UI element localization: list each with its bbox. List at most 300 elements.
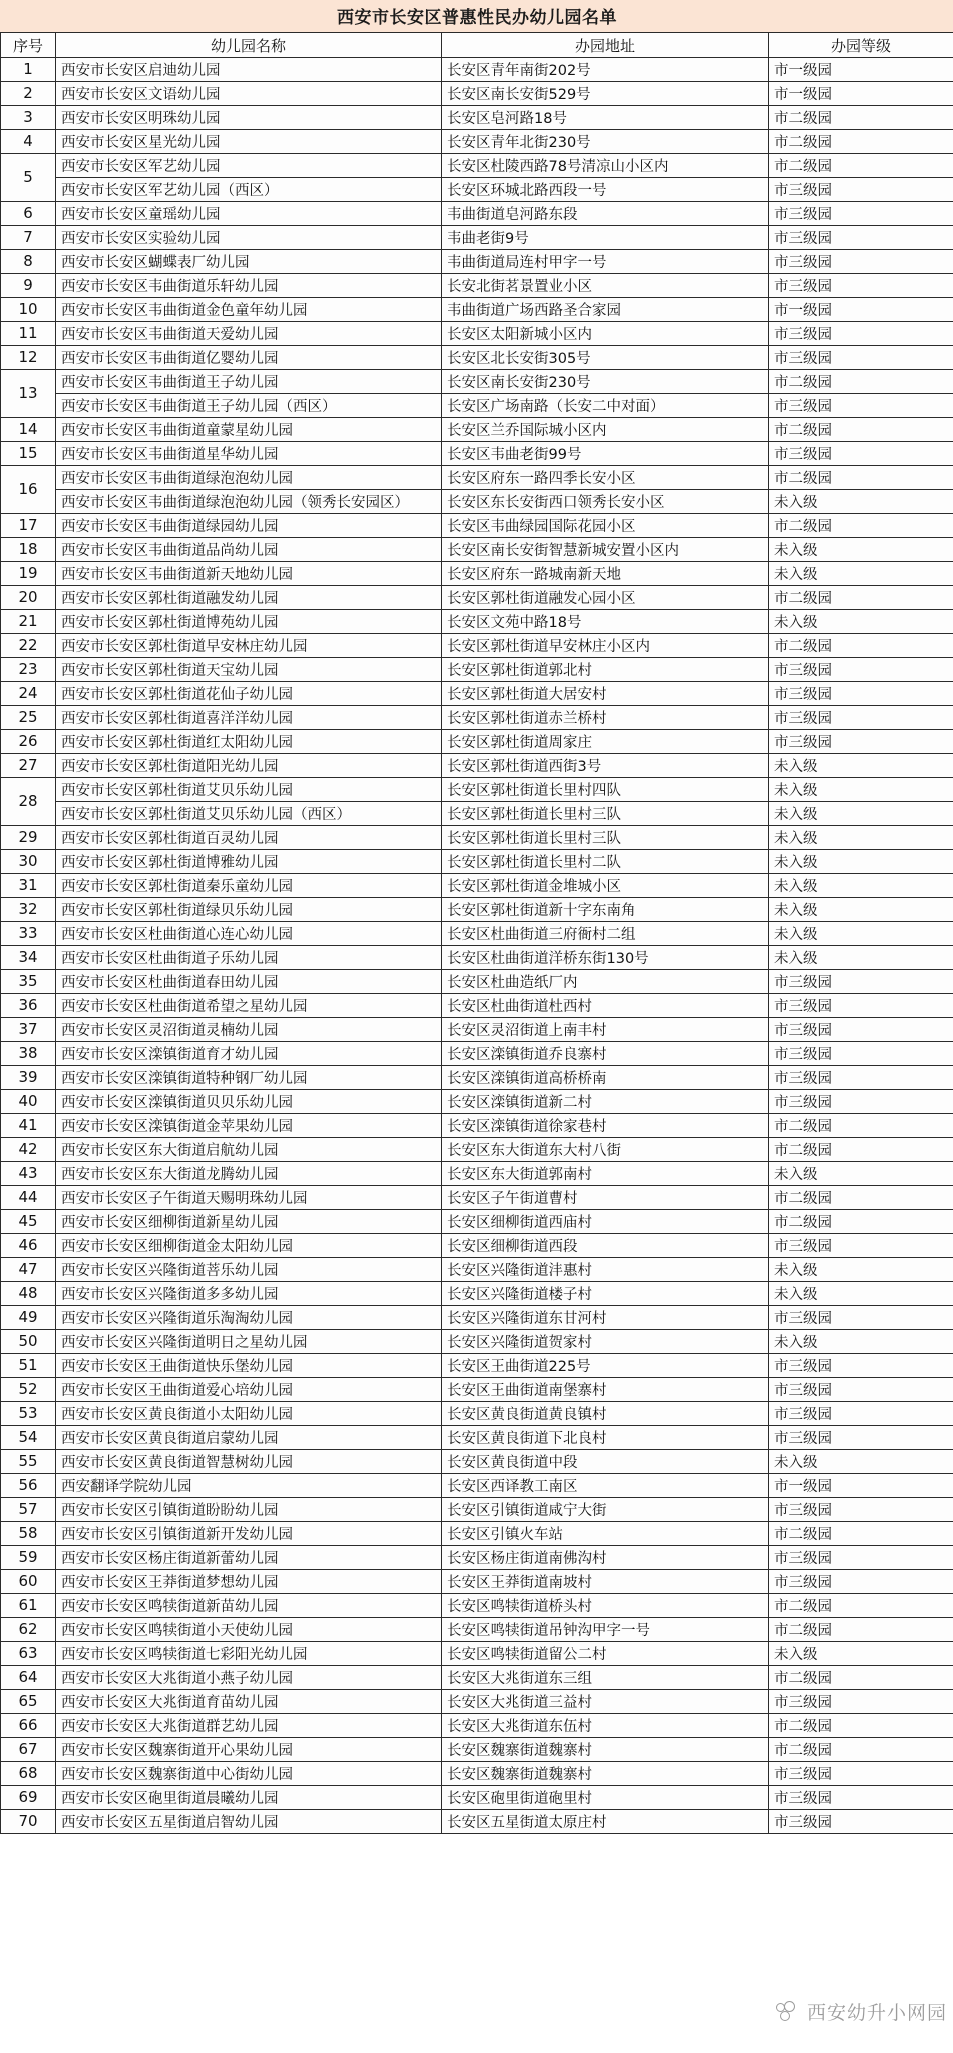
table-row — [1, 202, 953, 226]
table-row — [1, 1738, 953, 1762]
table-row — [1, 226, 953, 250]
table-row — [1, 1186, 953, 1210]
table-row — [1, 274, 953, 298]
table-row — [1, 346, 953, 370]
cell-address: 长安区大兆街道东伍村 — [442, 1714, 769, 1738]
cell-level: 市三级园 — [769, 1306, 953, 1330]
cell-level: 未入级 — [769, 802, 953, 826]
cell-kindergarten-name: 西安市长安区魏寨街道中心街幼儿园 — [56, 1762, 442, 1786]
cell-address: 韦曲街道广场西路圣合家园 — [442, 298, 769, 322]
cell-index: 21 — [1, 610, 56, 634]
cell-level: 市三级园 — [769, 1426, 953, 1450]
table-row — [1, 58, 953, 82]
cell-index: 30 — [1, 850, 56, 874]
cell-level: 市二级园 — [769, 1738, 953, 1762]
table-row — [1, 610, 953, 634]
table-row — [1, 178, 953, 202]
cell-kindergarten-name: 西安市长安区郭杜街道艾贝乐幼儿园 — [56, 778, 442, 802]
table-row — [1, 850, 953, 874]
cell-index: 8 — [1, 250, 56, 274]
cell-index: 66 — [1, 1714, 56, 1738]
cell-level: 市三级园 — [769, 994, 953, 1018]
cell-level: 市三级园 — [769, 442, 953, 466]
cell-address: 长安区杜曲造纸厂内 — [442, 970, 769, 994]
cell-index: 65 — [1, 1690, 56, 1714]
column-header-index: 序号 — [1, 33, 56, 58]
cell-kindergarten-name: 西安市长安区黄良街道小太阳幼儿园 — [56, 1402, 442, 1426]
cell-index: 9 — [1, 274, 56, 298]
cell-level: 市二级园 — [769, 154, 953, 178]
cell-level: 市二级园 — [769, 1114, 953, 1138]
column-header-level: 办园等级 — [769, 33, 953, 58]
cell-index: 54 — [1, 1426, 56, 1450]
cell-level: 未入级 — [769, 778, 953, 802]
cell-address: 韦曲街道局连村甲字一号 — [442, 250, 769, 274]
cell-kindergarten-name: 西安市长安区韦曲街道绿园幼儿园 — [56, 514, 442, 538]
cell-level: 市三级园 — [769, 394, 953, 418]
cell-level: 未入级 — [769, 826, 953, 850]
cell-address: 长安区郭杜街道西街3号 — [442, 754, 769, 778]
table-row — [1, 538, 953, 562]
cell-index: 26 — [1, 730, 56, 754]
cell-kindergarten-name: 西安市长安区引镇街道盼盼幼儿园 — [56, 1498, 442, 1522]
cell-level: 市二级园 — [769, 1522, 953, 1546]
cell-level: 市二级园 — [769, 1186, 953, 1210]
cell-level: 市三级园 — [769, 1066, 953, 1090]
table-row — [1, 514, 953, 538]
cell-address: 长安区杨庄街道南佛沟村 — [442, 1546, 769, 1570]
table-row — [1, 1306, 953, 1330]
cell-address: 长安区郭杜街道长里村三队 — [442, 826, 769, 850]
table-row — [1, 1282, 953, 1306]
cell-address: 长安区郭杜街道长里村二队 — [442, 850, 769, 874]
cell-kindergarten-name: 西安市长安区大兆街道群艺幼儿园 — [56, 1714, 442, 1738]
cell-kindergarten-name: 西安市长安区王曲街道快乐堡幼儿园 — [56, 1354, 442, 1378]
table-row — [1, 1426, 953, 1450]
cell-level: 市二级园 — [769, 418, 953, 442]
cell-address: 长安区大兆街道三益村 — [442, 1690, 769, 1714]
cell-kindergarten-name: 西安市长安区大兆街道小燕子幼儿园 — [56, 1666, 442, 1690]
table-head — [1, 1, 953, 58]
cell-level: 市一级园 — [769, 58, 953, 82]
cell-level: 市三级园 — [769, 1570, 953, 1594]
cell-index: 69 — [1, 1786, 56, 1810]
table-row — [1, 802, 953, 826]
table-row — [1, 1474, 953, 1498]
cell-level: 市一级园 — [769, 82, 953, 106]
table-row — [1, 1690, 953, 1714]
cell-address: 长安区府东一路四季长安小区 — [442, 466, 769, 490]
cell-address: 长安区韦曲老街99号 — [442, 442, 769, 466]
table-row — [1, 1354, 953, 1378]
cell-address: 长安区郭杜街道周家庄 — [442, 730, 769, 754]
cell-index: 42 — [1, 1138, 56, 1162]
cell-level: 未入级 — [769, 1450, 953, 1474]
cell-kindergarten-name: 西安市长安区郭杜街道艾贝乐幼儿园（西区） — [56, 802, 442, 826]
cell-index: 55 — [1, 1450, 56, 1474]
cell-level: 未入级 — [769, 1162, 953, 1186]
table-row — [1, 1162, 953, 1186]
cell-address: 长安区东长安街西口领秀长安小区 — [442, 490, 769, 514]
cell-kindergarten-name: 西安市长安区郭杜街道百灵幼儿园 — [56, 826, 442, 850]
cell-kindergarten-name: 西安市长安区韦曲街道童蒙星幼儿园 — [56, 418, 442, 442]
cell-index: 16 — [1, 466, 56, 514]
table-row — [1, 1810, 953, 1834]
cell-address: 长安区韦曲绿园国际花园小区 — [442, 514, 769, 538]
table-row — [1, 682, 953, 706]
cell-level: 未入级 — [769, 874, 953, 898]
cell-index: 34 — [1, 946, 56, 970]
cell-kindergarten-name: 西安市长安区实验幼儿园 — [56, 226, 442, 250]
cell-index: 53 — [1, 1402, 56, 1426]
table-row — [1, 1714, 953, 1738]
cell-level: 市三级园 — [769, 346, 953, 370]
cell-index: 33 — [1, 922, 56, 946]
cell-index: 41 — [1, 1114, 56, 1138]
cell-index: 47 — [1, 1258, 56, 1282]
cell-level: 市三级园 — [769, 730, 953, 754]
table-row — [1, 130, 953, 154]
cell-index: 44 — [1, 1186, 56, 1210]
page-title: 西安市长安区普惠性民办幼儿园名单 — [1, 1, 953, 33]
cell-level: 市二级园 — [769, 1594, 953, 1618]
table-row — [1, 1114, 953, 1138]
table-row — [1, 106, 953, 130]
cell-index: 14 — [1, 418, 56, 442]
cell-address: 长安区环城北路西段一号 — [442, 178, 769, 202]
cell-kindergarten-name: 西安市长安区文语幼儿园 — [56, 82, 442, 106]
cell-index: 17 — [1, 514, 56, 538]
cell-address: 韦曲老街9号 — [442, 226, 769, 250]
cell-kindergarten-name: 西安市长安区郭杜街道喜洋洋幼儿园 — [56, 706, 442, 730]
cell-level: 市二级园 — [769, 466, 953, 490]
table-row — [1, 778, 953, 802]
table-row — [1, 466, 953, 490]
table-body — [1, 58, 953, 1834]
cell-index: 6 — [1, 202, 56, 226]
cell-address: 长安区王曲街道225号 — [442, 1354, 769, 1378]
cell-level: 未入级 — [769, 1642, 953, 1666]
cell-level: 市三级园 — [769, 1234, 953, 1258]
table-row — [1, 994, 953, 1018]
cell-address: 长安区郭杜街道赤兰桥村 — [442, 706, 769, 730]
cell-index: 15 — [1, 442, 56, 466]
table-row — [1, 1090, 953, 1114]
table-row — [1, 562, 953, 586]
table-row — [1, 490, 953, 514]
table-row — [1, 874, 953, 898]
table-row — [1, 82, 953, 106]
table-row — [1, 1066, 953, 1090]
cell-index: 51 — [1, 1354, 56, 1378]
cell-kindergarten-name: 西安翻译学院幼儿园 — [56, 1474, 442, 1498]
cell-index: 27 — [1, 754, 56, 778]
cell-kindergarten-name: 西安市长安区郭杜街道博苑幼儿园 — [56, 610, 442, 634]
cell-index: 48 — [1, 1282, 56, 1306]
cell-level: 市三级园 — [769, 1810, 953, 1834]
cell-index: 40 — [1, 1090, 56, 1114]
cell-kindergarten-name: 西安市长安区鸣犊街道新苗幼儿园 — [56, 1594, 442, 1618]
table-row — [1, 706, 953, 730]
cell-address: 长安区兴隆街道沣惠村 — [442, 1258, 769, 1282]
cell-kindergarten-name: 西安市长安区韦曲街道天爱幼儿园 — [56, 322, 442, 346]
table-row — [1, 586, 953, 610]
cell-kindergarten-name: 西安市长安区黄良街道智慧树幼儿园 — [56, 1450, 442, 1474]
cell-level: 市三级园 — [769, 1402, 953, 1426]
cell-level: 市三级园 — [769, 970, 953, 994]
cell-kindergarten-name: 西安市长安区细柳街道新星幼儿园 — [56, 1210, 442, 1234]
cell-address: 长安区郭杜街道郭北村 — [442, 658, 769, 682]
cell-address: 长安区广场南路（长安二中对面） — [442, 394, 769, 418]
cell-index: 52 — [1, 1378, 56, 1402]
header-row — [1, 33, 953, 58]
cell-kindergarten-name: 西安市长安区启迪幼儿园 — [56, 58, 442, 82]
cell-index: 7 — [1, 226, 56, 250]
cell-kindergarten-name: 西安市长安区滦镇街道贝贝乐幼儿园 — [56, 1090, 442, 1114]
cell-kindergarten-name: 西安市长安区滦镇街道特种钢厂幼儿园 — [56, 1066, 442, 1090]
column-header-address: 办园地址 — [442, 33, 769, 58]
column-header-name: 幼儿园名称 — [56, 33, 442, 58]
cell-level: 市三级园 — [769, 1354, 953, 1378]
cell-kindergarten-name: 西安市长安区杜曲街道子乐幼儿园 — [56, 946, 442, 970]
cell-index: 2 — [1, 82, 56, 106]
watermark-text: 西安幼升小网园 — [806, 2002, 947, 2024]
cell-index: 56 — [1, 1474, 56, 1498]
cell-index: 18 — [1, 538, 56, 562]
cell-index: 60 — [1, 1570, 56, 1594]
cell-index: 68 — [1, 1762, 56, 1786]
cell-level: 市二级园 — [769, 370, 953, 394]
cell-index: 49 — [1, 1306, 56, 1330]
table-row — [1, 754, 953, 778]
cell-index: 29 — [1, 826, 56, 850]
cell-level: 市三级园 — [769, 322, 953, 346]
cell-address: 长安区文苑中路18号 — [442, 610, 769, 634]
cell-address: 长安区王曲街道南堡寨村 — [442, 1378, 769, 1402]
cell-level: 市三级园 — [769, 1498, 953, 1522]
cell-level: 未入级 — [769, 922, 953, 946]
cell-kindergarten-name: 西安市长安区杜曲街道希望之星幼儿园 — [56, 994, 442, 1018]
table-row — [1, 370, 953, 394]
cell-kindergarten-name: 西安市长安区鸣犊街道小天使幼儿园 — [56, 1618, 442, 1642]
cell-index: 45 — [1, 1210, 56, 1234]
cell-address: 长安区兴隆街道贺家村 — [442, 1330, 769, 1354]
cell-kindergarten-name: 西安市长安区韦曲街道品尚幼儿园 — [56, 538, 442, 562]
table-row — [1, 442, 953, 466]
table-row — [1, 1450, 953, 1474]
cell-level: 未入级 — [769, 490, 953, 514]
cell-index: 23 — [1, 658, 56, 682]
cell-index: 50 — [1, 1330, 56, 1354]
table-row — [1, 1522, 953, 1546]
cell-index: 70 — [1, 1810, 56, 1834]
table-row — [1, 394, 953, 418]
cell-level: 市三级园 — [769, 178, 953, 202]
cell-address: 长安区东大街道东大村八街 — [442, 1138, 769, 1162]
cell-index: 39 — [1, 1066, 56, 1090]
cell-kindergarten-name: 西安市长安区东大街道龙腾幼儿园 — [56, 1162, 442, 1186]
table-row — [1, 1642, 953, 1666]
cell-address: 长安区魏寨街道魏寨村 — [442, 1738, 769, 1762]
cell-level: 市二级园 — [769, 1618, 953, 1642]
cell-index: 1 — [1, 58, 56, 82]
cell-level: 市三级园 — [769, 250, 953, 274]
cell-address: 韦曲街道皂河路东段 — [442, 202, 769, 226]
table-row — [1, 1570, 953, 1594]
cell-index: 12 — [1, 346, 56, 370]
cell-address: 长安区滦镇街道乔良寨村 — [442, 1042, 769, 1066]
cell-kindergarten-name: 西安市长安区王曲街道爱心培幼儿园 — [56, 1378, 442, 1402]
cell-address: 长安区滦镇街道新二村 — [442, 1090, 769, 1114]
cell-index: 3 — [1, 106, 56, 130]
table-row — [1, 298, 953, 322]
cell-address: 长安区黄良街道黄良镇村 — [442, 1402, 769, 1426]
cell-index: 4 — [1, 130, 56, 154]
cell-index: 46 — [1, 1234, 56, 1258]
cell-level: 市三级园 — [769, 706, 953, 730]
cell-address: 长安区王莽街道南坡村 — [442, 1570, 769, 1594]
cell-kindergarten-name: 西安市长安区黄良街道启蒙幼儿园 — [56, 1426, 442, 1450]
title-row — [1, 1, 953, 33]
cell-level: 市三级园 — [769, 202, 953, 226]
cell-address: 长安区郭杜街道长里村四队 — [442, 778, 769, 802]
cell-kindergarten-name: 西安市长安区五星街道启智幼儿园 — [56, 1810, 442, 1834]
cell-address: 长安区滦镇街道徐家巷村 — [442, 1114, 769, 1138]
table-row — [1, 1330, 953, 1354]
cell-index: 28 — [1, 778, 56, 826]
cell-kindergarten-name: 西安市长安区兴隆街道菩乐幼儿园 — [56, 1258, 442, 1282]
table-row — [1, 1138, 953, 1162]
cell-address: 长安区魏寨街道魏寨村 — [442, 1762, 769, 1786]
cell-index: 5 — [1, 154, 56, 202]
cell-kindergarten-name: 西安市长安区砲里街道晨曦幼儿园 — [56, 1786, 442, 1810]
cell-address: 长安区郭杜街道融发心园小区 — [442, 586, 769, 610]
cell-kindergarten-name: 西安市长安区郭杜街道融发幼儿园 — [56, 586, 442, 610]
cell-level: 未入级 — [769, 538, 953, 562]
cell-kindergarten-name: 西安市长安区杜曲街道春田幼儿园 — [56, 970, 442, 994]
cell-index: 22 — [1, 634, 56, 658]
table-row — [1, 1018, 953, 1042]
cell-address: 长安区青年北街230号 — [442, 130, 769, 154]
table-row — [1, 946, 953, 970]
cell-address: 长安区杜曲街道杜西村 — [442, 994, 769, 1018]
cell-level: 市二级园 — [769, 106, 953, 130]
table-row — [1, 1234, 953, 1258]
cell-level: 市二级园 — [769, 1138, 953, 1162]
cell-address: 长安区子午街道曹村 — [442, 1186, 769, 1210]
cell-kindergarten-name: 西安市长安区兴隆街道多多幼儿园 — [56, 1282, 442, 1306]
watermark-logo-icon — [776, 2001, 802, 2023]
cell-address: 长安区西译教工南区 — [442, 1474, 769, 1498]
cell-index: 62 — [1, 1618, 56, 1642]
cell-index: 58 — [1, 1522, 56, 1546]
cell-kindergarten-name: 西安市长安区韦曲街道亿婴幼儿园 — [56, 346, 442, 370]
cell-level: 未入级 — [769, 898, 953, 922]
cell-address: 长安区黄良街道中段 — [442, 1450, 769, 1474]
cell-index: 64 — [1, 1666, 56, 1690]
cell-kindergarten-name: 西安市长安区兴隆街道明日之星幼儿园 — [56, 1330, 442, 1354]
cell-index: 11 — [1, 322, 56, 346]
cell-level: 未入级 — [769, 754, 953, 778]
cell-address: 长安区细柳街道西段 — [442, 1234, 769, 1258]
cell-index: 25 — [1, 706, 56, 730]
cell-address: 长安区滦镇街道高桥桥南 — [442, 1066, 769, 1090]
cell-kindergarten-name: 西安市长安区军艺幼儿园 — [56, 154, 442, 178]
cell-address: 长安区兴隆街道东甘河村 — [442, 1306, 769, 1330]
cell-kindergarten-name: 西安市长安区韦曲街道星华幼儿园 — [56, 442, 442, 466]
cell-index: 24 — [1, 682, 56, 706]
cell-index: 63 — [1, 1642, 56, 1666]
table-row — [1, 730, 953, 754]
cell-level: 市三级园 — [769, 658, 953, 682]
table-row — [1, 1402, 953, 1426]
cell-address: 长安区鸣犊街道吊钟沟甲字一号 — [442, 1618, 769, 1642]
cell-level: 市三级园 — [769, 226, 953, 250]
cell-kindergarten-name: 西安市长安区子午街道天赐明珠幼儿园 — [56, 1186, 442, 1210]
cell-address: 长安区太阳新城小区内 — [442, 322, 769, 346]
table-row — [1, 898, 953, 922]
cell-kindergarten-name: 西安市长安区军艺幼儿园（西区） — [56, 178, 442, 202]
cell-level: 市二级园 — [769, 634, 953, 658]
cell-kindergarten-name: 西安市长安区星光幼儿园 — [56, 130, 442, 154]
cell-kindergarten-name: 西安市长安区郭杜街道绿贝乐幼儿园 — [56, 898, 442, 922]
cell-address: 长安区鸣犊街道留公二村 — [442, 1642, 769, 1666]
cell-level: 市二级园 — [769, 1210, 953, 1234]
cell-index: 38 — [1, 1042, 56, 1066]
cell-address: 长安区杜曲街道三府衙村二组 — [442, 922, 769, 946]
cell-address: 长安区五星街道太原庄村 — [442, 1810, 769, 1834]
cell-kindergarten-name: 西安市长安区细柳街道金太阳幼儿园 — [56, 1234, 442, 1258]
cell-kindergarten-name: 西安市长安区韦曲街道绿泡泡幼儿园（领秀长安园区） — [56, 490, 442, 514]
table-row — [1, 1042, 953, 1066]
table-row — [1, 970, 953, 994]
cell-address: 长安区鸣犊街道桥头村 — [442, 1594, 769, 1618]
table-row — [1, 322, 953, 346]
cell-level: 未入级 — [769, 1330, 953, 1354]
cell-address: 长安区青年南街202号 — [442, 58, 769, 82]
cell-kindergarten-name: 西安市长安区郭杜街道花仙子幼儿园 — [56, 682, 442, 706]
cell-level: 未入级 — [769, 1282, 953, 1306]
cell-index: 57 — [1, 1498, 56, 1522]
cell-kindergarten-name: 西安市长安区大兆街道育苗幼儿园 — [56, 1690, 442, 1714]
cell-address: 长安区郭杜街道新十字东南角 — [442, 898, 769, 922]
cell-kindergarten-name: 西安市长安区引镇街道新开发幼儿园 — [56, 1522, 442, 1546]
table-row — [1, 1258, 953, 1282]
table-row — [1, 1618, 953, 1642]
cell-address: 长安区南长安街智慧新城安置小区内 — [442, 538, 769, 562]
cell-kindergarten-name: 西安市长安区郭杜街道博雅幼儿园 — [56, 850, 442, 874]
cell-kindergarten-name: 西安市长安区韦曲街道乐轩幼儿园 — [56, 274, 442, 298]
cell-index: 10 — [1, 298, 56, 322]
cell-level: 市一级园 — [769, 298, 953, 322]
cell-index: 19 — [1, 562, 56, 586]
cell-kindergarten-name: 西安市长安区滦镇街道育才幼儿园 — [56, 1042, 442, 1066]
cell-address: 长安区府东一路城南新天地 — [442, 562, 769, 586]
cell-address: 长安区南长安街529号 — [442, 82, 769, 106]
cell-index: 31 — [1, 874, 56, 898]
cell-kindergarten-name: 西安市长安区郭杜街道阳光幼儿园 — [56, 754, 442, 778]
cell-kindergarten-name: 西安市长安区杨庄街道新蕾幼儿园 — [56, 1546, 442, 1570]
cell-level: 未入级 — [769, 562, 953, 586]
cell-kindergarten-name: 西安市长安区滦镇街道金苹果幼儿园 — [56, 1114, 442, 1138]
cell-level: 市一级园 — [769, 1474, 953, 1498]
table-row — [1, 1378, 953, 1402]
cell-address: 长安区郭杜街道金堆城小区 — [442, 874, 769, 898]
cell-kindergarten-name: 西安市长安区韦曲街道金色童年幼儿园 — [56, 298, 442, 322]
cell-index: 59 — [1, 1546, 56, 1570]
table-row — [1, 1594, 953, 1618]
site-watermark — [776, 1998, 947, 2025]
